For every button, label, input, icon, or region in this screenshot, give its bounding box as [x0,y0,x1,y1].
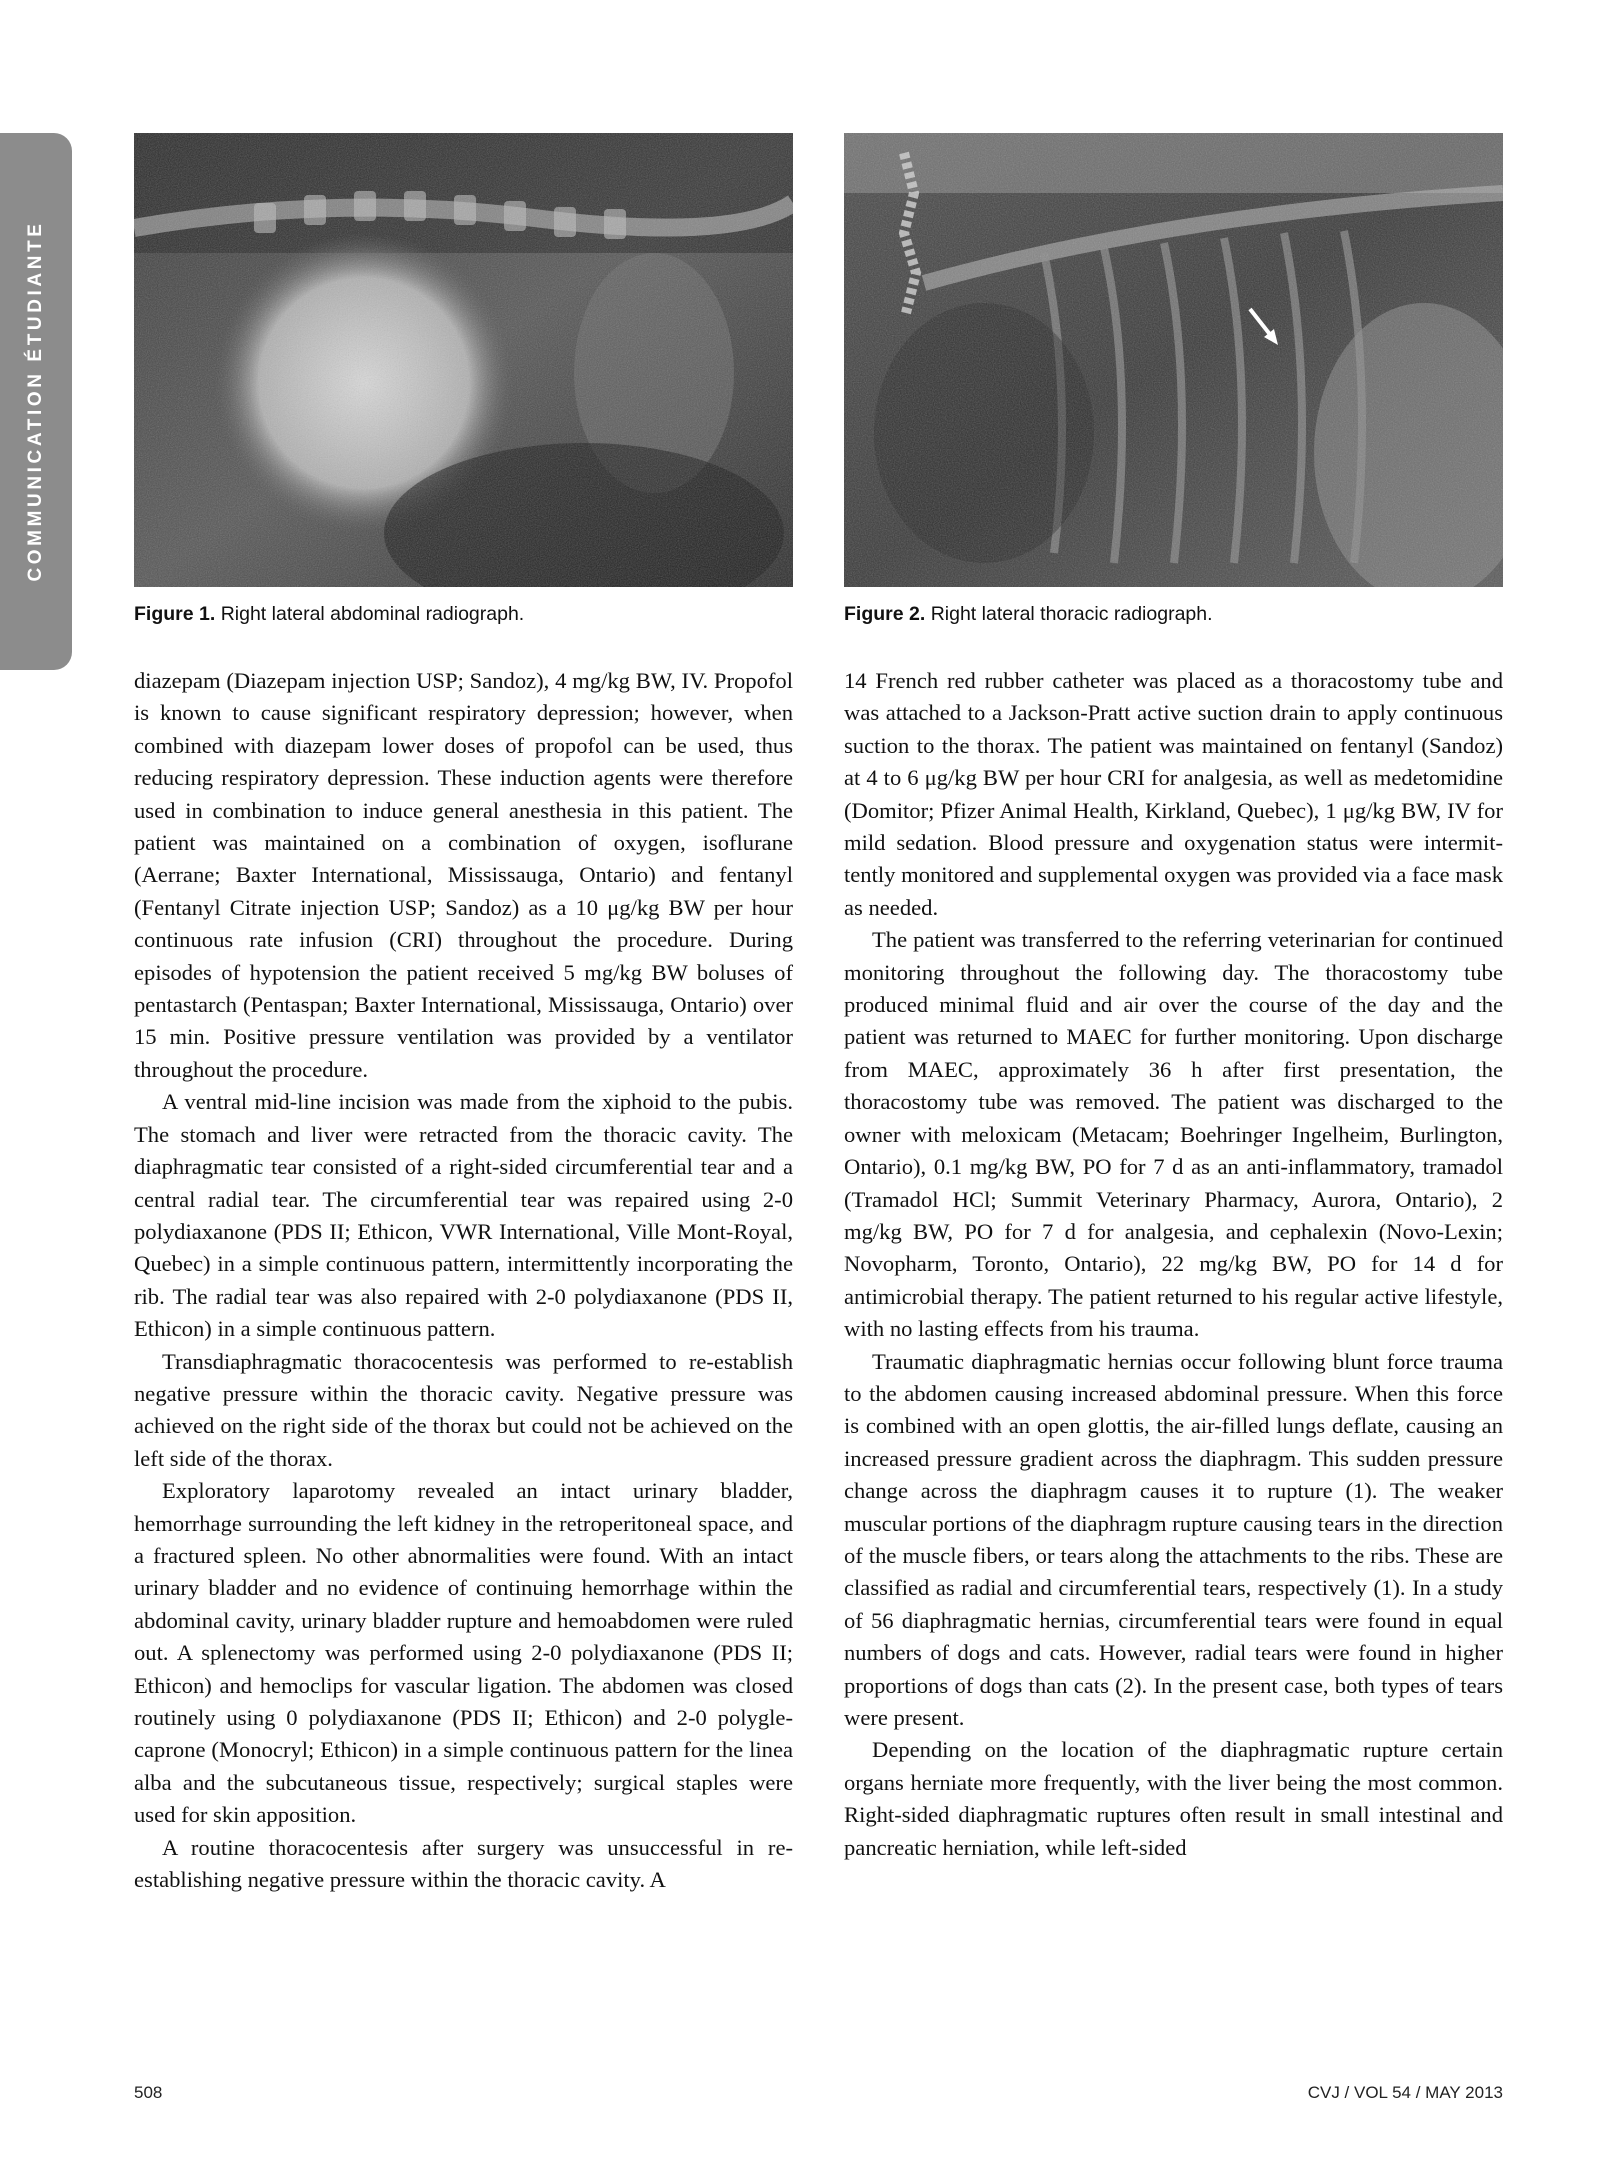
page-number: 508 [134,2083,163,2102]
paragraph: Exploratory laparotomy revealed an intact urinary bladder, hemorrhage surrounding the left kidney in the retroperitoneal space, and a fractured spleen. No other abnormalities were found. With an intact urinary bladder and no evidence of continuing hemorrhage within the abdominal cavity, urinary bladder rupture and hemoabdomen were ruled out. A splenectomy was performed using 2-0 polydiaxanone (PDS II; Ethicon) and hemoclips for vascular ligation. The abdomen was closed routinely using 0 polydiaxanone (PDS II; Ethicon) and 2-0 polyglecaprone (Monocryl; Ethicon) in a simple continuous pattern for the linea alba and the subcutaneous tissue, respectively; surgical staples were used for skin apposition. [134,1478,793,1828]
paragraph: Depending on the location of the diaphragmatic rupture certain organs herniate more frequently, with the liver being the most common. Right-sided diaphragmatic ruptures often result in small intestinal and pancreatic herniation, while left-sided [844,1737,1503,1860]
figure-2-caption [844,603,1503,626]
paragraph: Transdiaphragmatic thoracocentesis was performed to re-establish negative pressure within the thoracic cavity. Negative pressure was achieved on the right side of the thorax but could not be achieved on the left side of the thorax. [134,1348,793,1471]
left-column [134,665,793,1896]
figure-1-label: Figure 1. [134,603,216,625]
right-column [844,665,1503,1864]
figure-2-label: Figure 2. [844,603,926,625]
thoracic-radiograph-image [844,133,1503,587]
figure-1-caption-text: Right lateral abdominal radiograph. [220,603,525,625]
paragraph: The patient was transferred to the referring veterinarian for continued monitoring throughout the following day. The thoracostomy tube produced minimal fluid and air over the course of the day and the patient was returned to MAEC for further monitoring. Upon discharge from MAEC, approximately 36 h after first presentation, the thoracostomy tube was removed. The patient was discharged to the owner with meloxicam (Metacam; Boehringer Ingelheim, Burlington, Ontario), 0.1 mg/kg BW, PO for 7 d as an anti-inflammatory, tramadol (Tramadol HCl; Summit Veterinary Pharmacy, Aurora, Ontario), 2 mg/kg BW, PO for 7 d for analgesia, and cephalexin (Novo-Lexin; Novopharm, Toronto, Ontario), 22 mg/kg BW, PO for 14 d for antimicrobial therapy. The patient returned to his regular active lifestyle, with no lasting effects from his trauma. [844,927,1503,1342]
figure-1-caption [134,603,793,626]
paragraph: Traumatic diaphragmatic hernias occur following blunt force trauma to the abdomen causing increased abdominal pressure. When this force is combined with an open glottis, the air-filled lungs deflate, causing an increased pressure gradient across the diaphragm. This sudden pressure change across the diaphragm causes it to rupture (1). The weaker muscular portions of the diaphragm rupture causing tears in the direction of the muscle fibers, or tears along the attachments to the ribs. These are classified as radial and circumferential tears, respectively (1). In a study of 56 diaphragmatic hernias, circumferential tears were found in equal numbers of dogs and cats. However, radial tears were found in higher proportions of dogs than cats (2). In the present case, both types of tears were present. [844,1348,1503,1730]
figure-2-caption-text: Right lateral thoracic radiograph. [930,603,1213,625]
section-tab-label: COMMUNICATION ÉTUDIANTE [25,220,46,582]
figure-1 [134,133,793,626]
figure-2 [844,133,1503,626]
paragraph: 14 French red rubber catheter was placed as a thoracostomy tube and was attached to a Jackson-Pratt active suction drain to apply continuous suction to the thorax. The patient was maintained on fentanyl (Sandoz) at 4 to 6 μg/kg BW per hour CRI for analgesia, as well as medetomidine (Domitor; Pfizer Animal Health, Kirkland, Quebec), 1 μg/kg BW, IV for mild sedation. Blood pressure and oxygenation status were intermittently monitored and supplemental oxygen was provided via a face mask as needed. [844,668,1503,920]
paragraph: A routine thoracocentesis after surgery was unsuccessful in re-establishing negative pressure within the thoracic cavity. A [134,1834,793,1893]
paragraph: A ventral mid-line incision was made from the xiphoid to the pubis. The stomach and liver were retracted from the thoracic cavity. The diaphragmatic tear consisted of a right-sided circumferential tear and a central radial tear. The circumferential tear was repaired using 2-0 polydiaxanone (PDS II; Ethicon, VWR International, Ville Mont-Royal, Quebec) in a simple continuous pattern, intermittently incorporating the rib. The radial tear was also repaired with 2-0 polydiaxanone (PDS II, Ethicon) in a simple continuous pattern. [134,1089,793,1342]
journal-citation: CVJ / VOL 54 / MAY 2013 [1307,2083,1503,2102]
abdominal-radiograph-image [134,133,793,587]
paragraph: diazepam (Diazepam injection USP; Sandoz), 4 mg/kg BW, IV. Propofol is known to cause significant respiratory depression; however, when combined with diazepam lower doses of propofol can be used, thus reducing respiratory depression. These induction agents were therefore used in combination to induce general anesthesia in this patient. The patient was maintained on a combination of oxygen, isoflurane (Aerrane; Baxter International, Mississauga, Ontario) and fentanyl (Fentanyl Citrate injection USP; Sandoz) as a 10 μg/kg BW per hour continuous rate infusion (CRI) throughout the procedure. During episodes of hypotension the patient received 5 mg/kg BW boluses of pentastarch (Pentaspan; Baxter International, Mississauga, Ontario) over 15 min. Positive pressure ventilation was provided by a ventilator throughout the procedure. [134,668,793,1082]
